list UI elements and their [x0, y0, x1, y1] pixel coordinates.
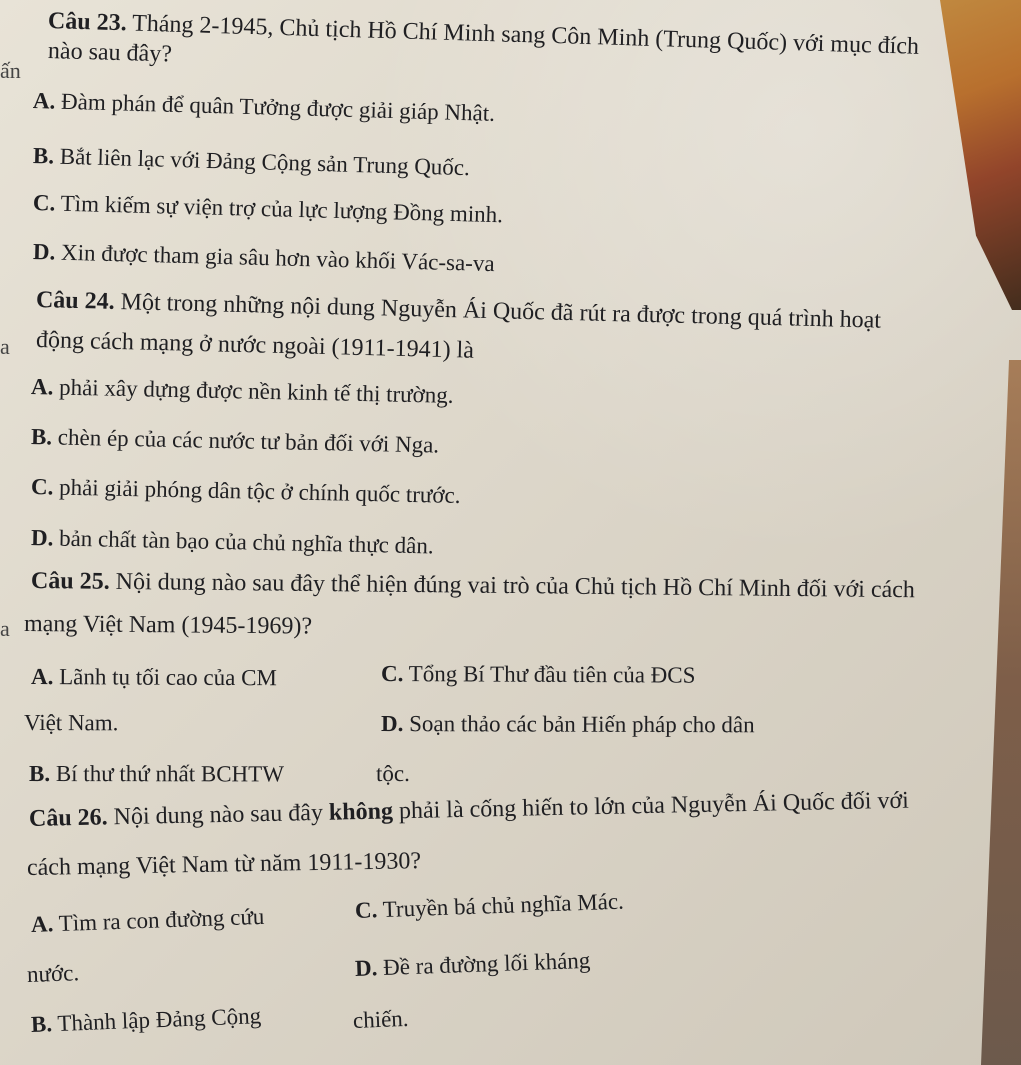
q26-option-a: [31, 904, 265, 937]
q26-option-d-letter: D.: [354, 955, 378, 981]
q25-option-a: [31, 664, 277, 691]
q26-line-1: [29, 788, 909, 833]
q26-option-a-letter: A.: [30, 911, 54, 937]
q26-option-c-text: Truyền bá chủ nghĩa Mác.: [376, 888, 625, 923]
q24-line-1: [36, 287, 882, 334]
q23-option-a-letter: A.: [32, 88, 56, 114]
q24-text-line-2: động cách mạng ở nước ngoài (1911-1941) là: [35, 327, 475, 364]
q26-text-line-1-b: phải là cống hiến to lớn của Nguyễn Ái Quốc đối với: [392, 787, 910, 825]
q26-option-d: [355, 948, 591, 981]
q24-option-a-text: phải xây dựng được nền kinh tế thị trường.: [53, 374, 454, 408]
margin-mark-3: a: [0, 616, 10, 641]
q24-option-d: [31, 525, 434, 559]
q25-option-a-text: Lãnh tụ tối cao của CM: [53, 664, 278, 691]
q23-option-a-text: Đàm phán để quân Tưởng được giải giáp Nhật.: [55, 88, 496, 126]
q26-option-b-text: Thành lập Đảng Cộng: [51, 1003, 262, 1037]
q25-line-2: [24, 611, 312, 640]
q26-option-c-letter: C.: [354, 897, 378, 923]
q25-option-d-text: Soạn thảo các bản Hiến pháp cho dân: [403, 711, 755, 738]
q24-text-line-1: Một trong những nội dung Nguyễn Ái Quốc đã rút ra được trong quá trình hoạt: [114, 288, 882, 334]
q23-label: Câu 23.: [47, 8, 128, 37]
q25-option-a-cont: [24, 710, 119, 736]
q23-option-c-letter: C.: [32, 190, 56, 216]
q24-line-2: [36, 327, 475, 364]
q26-text-line-1-a: Nội dung nào sau đây: [107, 799, 330, 831]
margin-mark-1: ấn: [0, 58, 21, 83]
q25-option-c: [381, 661, 696, 688]
q26-option-b: [31, 1003, 262, 1037]
q26-option-c: [355, 889, 625, 924]
page-edge-right: [981, 360, 1021, 1065]
q25-option-d: [381, 711, 755, 738]
q26-text-line-1-bold: không: [328, 798, 394, 826]
q24-option-a-letter: A.: [30, 374, 54, 400]
q24-option-a: [31, 374, 454, 408]
q26-option-d-cont-text: chiến.: [352, 1005, 409, 1033]
q25-line-1: [31, 568, 915, 604]
q26-label: Câu 26.: [28, 804, 108, 832]
q26-line-2: [27, 848, 422, 881]
q24-option-c: [31, 474, 461, 508]
q23-option-d: [33, 239, 495, 276]
q24-option-d-text: bản chất tàn bạo của chủ nghĩa thực dân.: [53, 525, 434, 559]
q25-option-d-cont: [376, 761, 410, 786]
q25-option-c-letter: C.: [380, 661, 404, 687]
q24-label: Câu 24.: [35, 287, 115, 315]
q25-option-b-text: Bí thư thứ nhất BCHTW: [50, 761, 284, 787]
q24-option-b-letter: B.: [30, 424, 53, 450]
q25-label: Câu 25.: [30, 568, 110, 595]
margin-mark-2: a: [0, 334, 10, 359]
q24-option-b: [31, 424, 440, 458]
q25-option-d-letter: D.: [380, 711, 404, 737]
q23-option-d-text: Xin được tham gia sâu hơn vào khối Vác-sa-va: [55, 239, 495, 277]
q23-option-d-letter: D.: [32, 239, 56, 265]
q26-text-line-2: cách mạng Việt Nam từ năm 1911-1930?: [26, 848, 422, 881]
q23-text-line-1: Tháng 2-1945, Chủ tịch Hồ Chí Minh sang Côn Minh (Trung Quốc) với mục đích: [126, 10, 920, 60]
q26-option-a-cont: [27, 960, 80, 987]
q23-option-b-text: Bắt liên lạc với Đảng Cộng sản Trung Quốc.: [53, 143, 471, 181]
q24-option-c-letter: C.: [30, 474, 54, 500]
q26-option-a-text: Tìm ra con đường cứu: [52, 903, 265, 937]
q24-option-c-text: phải giải phóng dân tộc ở chính quốc trước.: [53, 474, 461, 508]
q23-option-c-text: Tìm kiếm sự viện trợ của lực lượng Đồng minh.: [55, 190, 504, 228]
q25-option-b-letter: B.: [28, 761, 51, 787]
q25-text-line-1: Nội dung nào sau đây thể hiện đúng vai trò của Chủ tịch Hồ Chí Minh đối với cách: [109, 568, 915, 604]
q23-line-1: [48, 8, 920, 60]
q26-option-a-cont-text: nước.: [26, 960, 80, 987]
q26-option-b-letter: B.: [30, 1011, 53, 1037]
q25-option-d-cont-text: tộc.: [375, 761, 410, 787]
q23-option-b-letter: B.: [32, 143, 55, 169]
q25-text-line-2: mạng Việt Nam (1945-1969)?: [23, 611, 313, 640]
q23-option-a: [33, 88, 496, 126]
q24-option-b-text: chèn ép của các nước tư bản đối với Nga.: [51, 424, 440, 458]
q24-option-d-letter: D.: [30, 525, 54, 551]
q25-option-a-letter: A.: [30, 664, 54, 690]
q26-option-d-text: Đề ra đường lối kháng: [376, 947, 591, 981]
q23-option-c: [33, 190, 504, 228]
q25-option-c-text: Tổng Bí Thư đầu tiên của ĐCS: [403, 661, 696, 688]
q25-option-b: [29, 761, 284, 787]
q25-option-a-cont-text: Việt Nam.: [23, 710, 119, 736]
q23-text-line-2: nào sau đây?: [47, 38, 173, 68]
q26-option-d-cont: [353, 1006, 409, 1033]
q23-line-2: [48, 38, 173, 68]
q23-option-b: [33, 143, 471, 180]
